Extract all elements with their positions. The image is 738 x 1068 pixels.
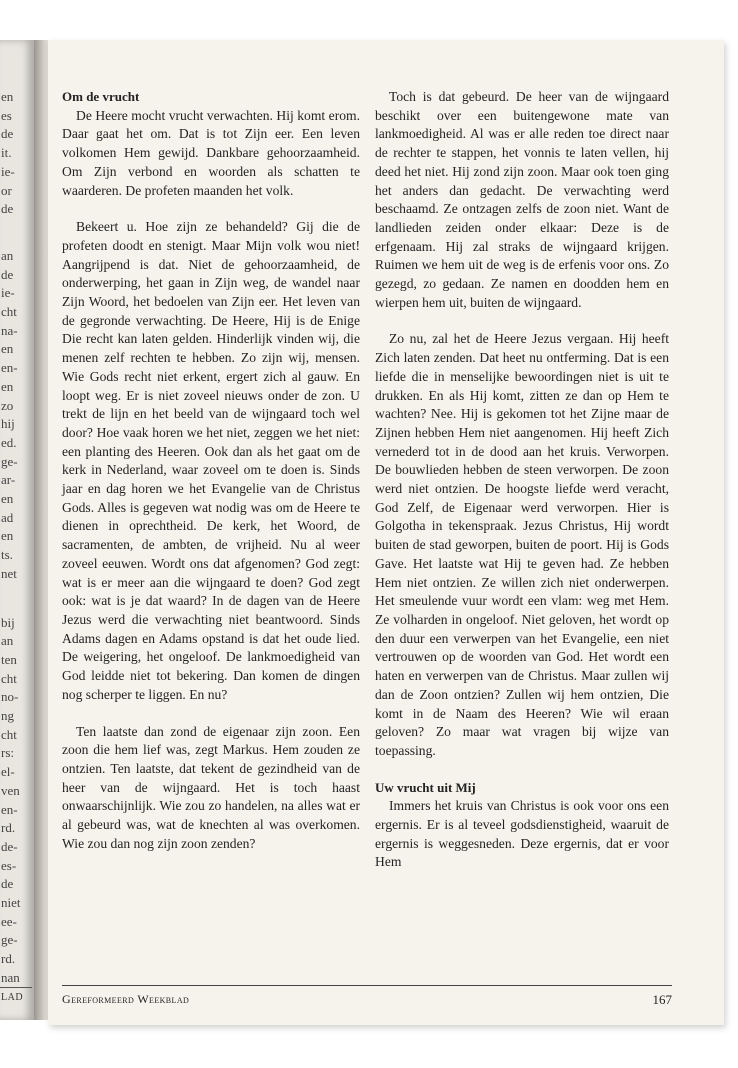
previous-page-text-fragment: ng	[1, 708, 14, 723]
previous-page-text-fragment: an	[1, 247, 14, 263]
previous-page-text-fragment: en	[1, 378, 14, 394]
previous-page-text-fragment: en	[1, 491, 14, 506]
previous-page-text-fragment: de-	[1, 838, 18, 854]
previous-page-text-fragment: it.	[1, 145, 12, 161]
section-heading: Om de vrucht	[62, 89, 140, 104]
previous-page-text-fragment: ge-	[1, 453, 18, 469]
article-paragraph: Toch is dat gebeurd. De heer van de wijngaard beschikt over een buitengewone mate van lankmoedigheid. Al was er alle reden toe direct naar de rechter te stappen, het vonnis te laten vellen, hij deed het niet. Hij zond zijn zoon. Maar ook toen ging het anders dan gedacht. De verwachting werd beschaamd. Ze ontzagen zelfs de zoon niet. Want de landlieden zeiden onder elkaar: Deze is de erfgenaam. Hij zal straks de wijngaard krijgen. Ruimen we hem uit de weg is de erfenis voor ons. Zo gezegd, zo gedaan. Ze namen en doodden hem en wierpen hem uit, buiten de wijngaard.	[375, 89, 669, 310]
previous-page-text-fragment: ten	[1, 651, 17, 667]
article-paragraph: De Heere mocht vrucht verwachten. Hij komt erom. Daar gaat het om. Dat is tot Zijn eer. Een leven volkomen Hem gewijd. Dankbare gehoorzaamheid. Om Zijn verbond en woorden als schatten te waarderen. De profeten maanden het volk.	[62, 107, 360, 198]
previous-page-text-fragment: de	[1, 876, 14, 892]
previous-page-text-fragment: en-	[1, 801, 18, 817]
previous-page-text-fragment: ts.	[1, 547, 13, 563]
previous-page-text-fragment: es	[1, 107, 12, 123]
previous-page-text-fragment: en	[1, 89, 14, 104]
section-heading: Uw vrucht uit Mij	[375, 779, 476, 795]
previous-page-text-fragment: cht	[1, 304, 17, 319]
previous-page-text-fragment: de	[1, 201, 14, 217]
previous-page-text-fragment: ar-	[1, 472, 16, 488]
previous-page-text-fragment: ven	[1, 782, 20, 798]
previous-page-text-fragment: ie-	[1, 163, 15, 179]
previous-page-text-fragment: bij	[1, 614, 15, 630]
previous-page-text-fragment: cht	[1, 726, 17, 742]
magazine-page	[48, 40, 724, 1025]
previous-page-text-fragment: el-	[1, 764, 15, 780]
previous-page-text-fragment: rs:	[1, 745, 14, 761]
previous-page-footer-rule	[0, 987, 32, 988]
article-paragraph: Ten laatste dan zond de eigenaar zijn zoon. Een zoon die hem lief was, zegt Markus. Hem zouden ze ontzien. Ten laatste, dat tekent de gezindheid van de heer van de wijngaard. Het is toch haast onwaarschijnlijk. Wie zou zo handelen, na alles wat er al gebeurd was, wat de knechten al was overkomen. Wie zou dan nog zijn zoon zenden?	[62, 723, 360, 851]
publication-name: Gereformeerd Weekblad	[62, 992, 190, 1006]
previous-page-edge	[0, 40, 34, 1020]
page-number: 167	[652, 992, 672, 1007]
previous-page-text-fragment: en	[1, 341, 14, 357]
article-paragraph: Immers het kruis van Christus is ook voor ons een ergernis. Er is al teveel godsdienstigheid, waaruit de ergernis is weggesneden. Deze ergernis, dat er voor Hem	[375, 798, 669, 870]
previous-page-text-fragment: cht	[1, 670, 17, 686]
previous-page-text-fragment: hij	[1, 416, 15, 432]
previous-page-text-fragment: en	[1, 528, 14, 544]
previous-page-text-fragment: ee-	[1, 913, 17, 929]
previous-page-text-fragment: ed.	[1, 434, 17, 450]
previous-page-text-fragment: de	[1, 126, 14, 142]
previous-page-text-fragment: net	[1, 565, 17, 581]
previous-page-text-fragment: an	[1, 633, 14, 649]
previous-page-text-fragment: or	[1, 182, 12, 198]
previous-page-text-fragment: ge-	[1, 932, 18, 948]
previous-page-text-fragment: de	[1, 266, 14, 282]
article-paragraph: Zo nu, zal het de Heere Jezus vergaan. Hij heeft Zich laten zenden. Dat heet nu ontferming. Dat is een liefde die in menselijke bewoordingen niet is uit te drukken. En als Hij komt, zitten ze dan op Hem te wachten? Nee. Hij is gekomen tot het Zijne maar de Zijnen hebben Hem niet aangenomen. Hij heeft Zich vernederd tot in de dood aan het kruis. Verworpen. De bouwlieden hebben de steen verworpen. De zoon werd niet ontzien. De hoogste liefde werd veracht, God Zelf, de Eigenaar werd verworpen. Hier is Golgotha in tekenspraak. Jezus Christus, Hij wordt buiten de stad geworpen, buiten de poort. Hij is Gods Gave. Het laatste wat Hij te geven had. Ze hebben Hem niet ontzien. Ze willen zich niet onderwerpen. Het smeulende vuur wordt een vlam: weg met Hem. Ze volharden in ongeloof. Niet geloven, het wordt op den duur een verwerpen van het Evangelie, een niet vertrouwen op de woorden van God. Het wordt een haten en verwerpen van de Christus. Maar zullen wij dan de Zoon ontzien? Zullen wij hem ontzien, Die komt in de Naam des Heeren? Wie wil eraan geloven? Zo maar wat vragen bij wijze van toepassing.	[375, 331, 669, 758]
article-paragraph: Bekeert u. Hoe zijn ze behandeld? Gij die de profeten doodt en stenigt. Maar Mijn volk wou niet! Aangrijpend is dat. Niet de gehoorzaamheid, de onderwerping, het gaan in Zijn weg, de wandel naar Zijn Woord, het bedoelen van Zijn eer. Het leven van de gegronde verwachting. De Heere, Hij is de Enige Die recht kan laten gelden. Hinderlijk vinden wij, die menen zelf rechten te hebben. Zo zijn wij, mensen. Wie Gods recht niet erkent, ergert zich al gauw. En loopt weg. Er is niet zoveel nieuws onder de zon. U trekt de lijn en het beeld van de wijngaard toch wel door? Hoe vaak horen we het niet, zeggen we het niet: een planting des Heeren. Ook dan als het gaat om de kerk in Nederland, waar zoveel om te doen is. Sinds jaar en dag horen we het Evangelie van de Christus Gods. Alles is gegeven wat nodig was om de Heere te dienen in oprechtheid. De kerk, het Woord, de sacramenten, de ambten, de vrijheid. Nu al weer zoveel eeuwen. Wordt ons dat afgenomen? God zegt: wat is er meer aan die wijngaard te doen? God zegt ook: wat is je dat waard? In de dagen van de Heere Jezus werd die verwachting niet beantwoord. Sinds Adams dagen en Adams opstand is dat het oude lied. De weigering, het ongeloof. De lankmoedigheid van God leidde niet tot bekering. Dan komen de dingen nog scherper te liggen. En nu?	[62, 219, 360, 702]
previous-page-text-fragment: ie-	[1, 285, 15, 301]
right-column	[375, 88, 669, 872]
previous-page-text-fragment: es-	[1, 857, 17, 873]
previous-page-text-fragment: zo	[1, 397, 14, 413]
previous-page-footer-text: LAD	[1, 992, 24, 1003]
previous-page-text-fragment: no-	[1, 689, 19, 705]
previous-page-text-fragment: nan	[1, 969, 20, 985]
footer-rule	[62, 985, 672, 986]
previous-page-text-fragment: niet	[1, 895, 21, 910]
previous-page-text-fragment: rd.	[1, 820, 16, 836]
left-column	[62, 88, 360, 853]
previous-page-text-fragment: ad	[1, 509, 14, 525]
previous-page-text-fragment: rd.	[1, 951, 16, 967]
previous-page-text-fragment: na-	[1, 322, 18, 338]
previous-page-text-fragment: en-	[1, 360, 18, 376]
